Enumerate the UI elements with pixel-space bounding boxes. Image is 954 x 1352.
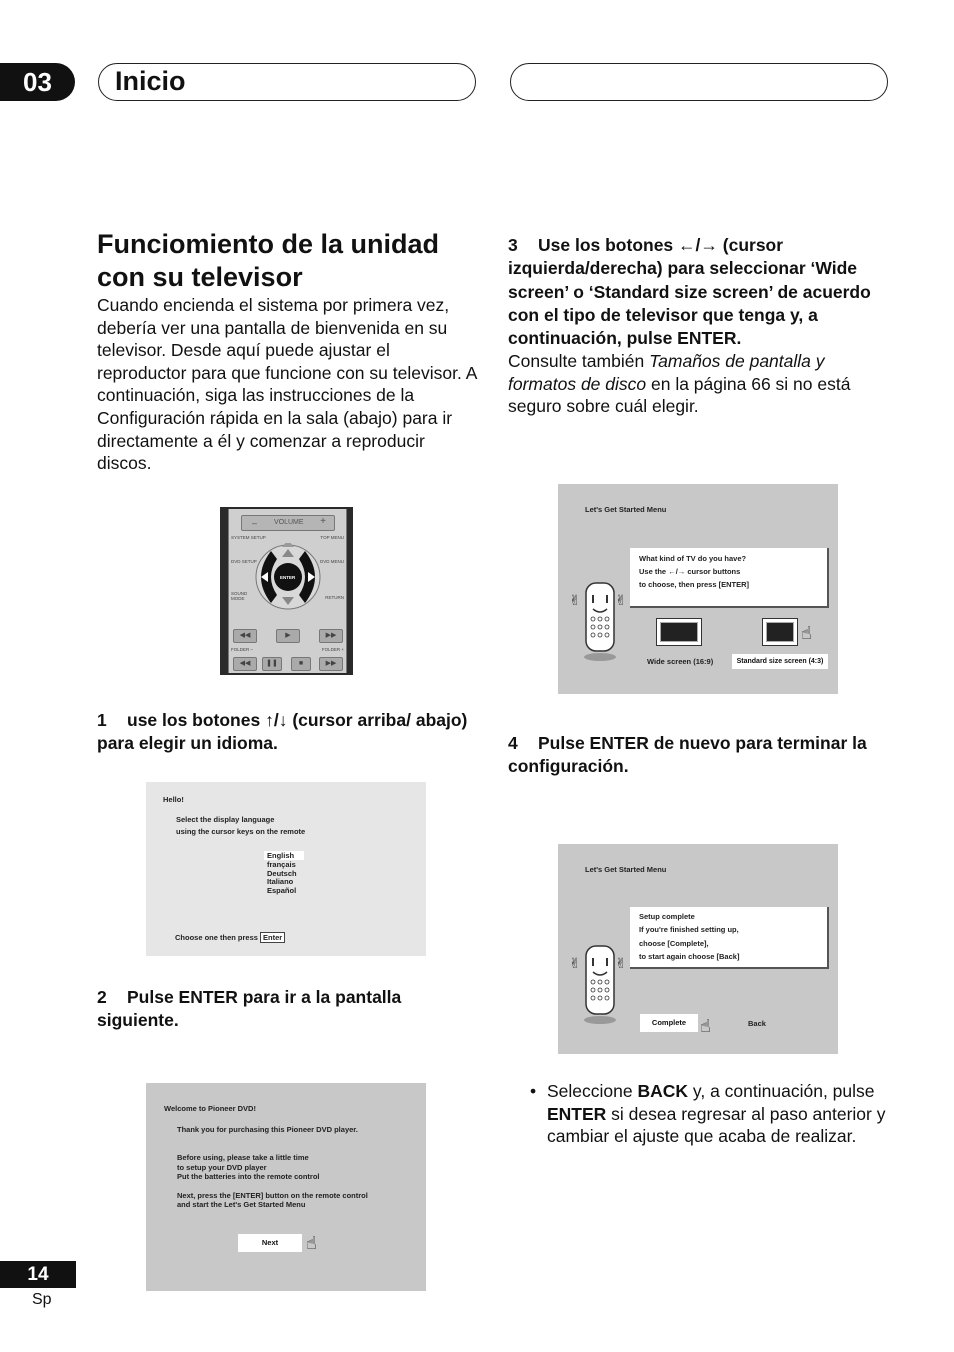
complete-line-4: to start again choose [Back] [639,952,740,961]
remote-control-illustration [220,507,353,675]
language-footer-text: Choose one then press [175,933,258,942]
tv-question-1: What kind of TV do you have? [639,554,747,563]
remote-mascot-icon [569,944,631,1026]
remote-mascot-icon [569,581,631,663]
back-note-bullet [530,1080,890,1148]
language-option[interactable]: Español [267,886,297,896]
step-2 [97,986,477,1033]
fast-forward-icon: ▶▶ [319,657,343,671]
rewind-icon: ◀◀ [233,657,257,671]
step-4-number: 4 [508,733,518,753]
tv-question-box [630,548,829,608]
section-heading [97,228,477,294]
welcome-p3: Put the batteries into the remote control [177,1172,320,1181]
bullet-text-e: si desea regresar al paso anterior y cambiar el ajuste que acaba de realizar. [547,1103,886,1147]
return-label: RETURN [325,595,344,600]
top-menu-label: TOP MENU [320,535,344,540]
svg-text:✌: ✌ [569,592,581,608]
svg-text:✌: ✌ [615,592,627,608]
svg-text:✌: ✌ [615,955,627,971]
welcome-p5: and start the Let's Get Started Menu [177,1200,306,1209]
tv-question-2 [639,567,740,576]
step-3-note-b: en la página 66 si no está seguro sobre cuál elegir. [508,373,851,417]
step-2-number: 2 [97,987,107,1007]
dvd-setup-label: DVD SETUP [231,559,257,564]
complete-line-2: If you're finished setting up, [639,925,739,934]
complete-line-1: Setup complete [639,912,695,921]
step-1-text-b: (cursor arriba/ abajo) para elegir un idioma. [97,710,468,754]
bullet-enter-key: ENTER [547,1103,607,1124]
language-screen [146,782,426,956]
step-3-note-a: Consulte también [508,351,650,371]
standard-screen-option[interactable]: Standard size screen (4:3) [732,654,828,669]
step-3-text-b: (cursor izquierda/derecha) para seleccionar ‘Wide screen’ o ‘Standard size screen’ de acuerdo con el tipo de televisor que tenga y, a continuación, pulse ENTER. [508,235,871,349]
step-3-note-ref: Tamaños de pantalla y formatos de disco [508,351,825,394]
step-1-text-a: use los botones [127,710,266,730]
stop-icon: ■ [291,657,311,671]
tv-question-2b: cursor buttons [685,567,741,576]
step-4 [508,732,894,779]
pointing-hand-icon: ☝ [700,1016,711,1036]
language-option[interactable]: Deutsch [267,868,297,878]
complete-button[interactable]: Complete [640,1014,698,1032]
volume-minus-icon: – [252,518,258,528]
volume-label: VOLUME [274,519,304,526]
section-title-line2: con su televisor [97,262,303,292]
folder-plus-label: FOLDER + [321,647,344,652]
step-2-text: Pulse ENTER para ir a la pantalla siguiente. [97,987,402,1031]
tv-question-3: to choose, then press [ENTER] [639,580,750,589]
hello-text: Hello! [163,795,184,804]
step-3-number: 3 [508,235,518,255]
complete-message-box [630,907,829,969]
bullet-back-key: BACK [637,1081,689,1101]
language-option[interactable]: English [267,851,295,860]
pointing-hand-icon: ☝ [801,623,812,643]
bullet-text-c: y, a continuación, pulse [688,1081,875,1101]
step-3-note [508,350,894,418]
svg-text:✌: ✌ [569,955,581,971]
folder-minus-label: FOLDER – [231,647,254,652]
welcome-screen [146,1083,426,1291]
step-3-text-a: Use los botones [538,235,679,255]
wide-tv-screen [660,622,698,642]
intro-paragraph: Cuando encienda el sistema por primera vez, debería ver una pantalla de bienvenida en su televisor. Desde aquí puede ajustar el reproductor para que funcione con su televisor. A continuación, siga las instrucciones de la Configuración rápida en la sala (abajo) para ir directamente a él y comenzar a reproducir discos. [97,295,477,474]
play-icon: ▶ [276,629,300,643]
tv-question-2a: Use the [639,567,669,576]
language-instruction-1: Select the display language [176,815,275,824]
skip-back-icon: ◀◀ [233,629,257,643]
enter-key-box: Enter [260,932,285,943]
language-list[interactable] [267,852,297,896]
tv-screen-title: Let's Get Started Menu [585,505,667,514]
language-option[interactable]: Italiano [267,877,294,887]
tv-type-screen [558,484,838,694]
left-right-arrows-icon: ←/→ [678,235,718,255]
welcome-p2: to setup your DVD player [177,1163,267,1172]
chapter-title: Inicio [115,66,186,96]
skip-forward-icon: ▶▶ [319,629,343,643]
step-1-number: 1 [97,710,107,730]
section-title-line1: Funciomiento de la unidad [97,229,440,259]
step-4-text: Pulse ENTER de nuevo para terminar la configuración. [508,733,867,777]
language-option[interactable]: français [267,859,296,869]
up-down-arrows-icon: ↑/↓ [265,710,288,730]
back-option[interactable]: Back [748,1019,766,1028]
language-footer [175,932,285,943]
enter-button-label: ENTER [280,575,296,580]
welcome-thanks: Thank you for purchasing this Pioneer DVD player. [177,1125,358,1134]
next-button[interactable]: Next [238,1234,302,1252]
language-instruction-2: using the cursor keys on the remote [176,827,306,836]
page-number: 14 [0,1261,76,1288]
volume-rocker [241,515,335,531]
volume-plus-icon: + [320,516,326,527]
complete-line-3: choose [Complete], [639,939,709,948]
step-1 [97,709,477,756]
bullet-dot: • [530,1081,537,1101]
wide-tv-frame[interactable] [656,618,702,646]
welcome-title: Welcome to Pioneer DVD! [164,1104,256,1113]
welcome-p4: Next, press the [ENTER] button on the remote control [177,1191,368,1200]
welcome-p1: Before using, please take a little time [177,1153,309,1162]
step-3 [508,234,894,350]
left-right-small-icon: ←/→ [668,567,686,576]
sound-mode-label: SOUND MODE [231,591,248,601]
wide-screen-option[interactable]: Wide screen (16:9) [647,657,714,666]
bullet-text-a: Seleccione [547,1081,638,1101]
standard-tv-frame[interactable] [762,618,798,646]
complete-screen-title: Let's Get Started Menu [585,865,667,874]
standard-tv-screen [766,622,794,642]
language-code: Sp [32,1291,52,1308]
pause-icon: ❚❚ [262,657,282,671]
header-empty-frame [510,63,888,101]
chapter-number: 03 [0,63,75,101]
system-setup-label: SYSTEM SETUP [231,535,266,540]
setup-complete-screen [558,844,838,1054]
dvd-menu-label: DVD MENU [319,559,344,564]
pointing-hand-icon: ☝ [306,1233,317,1253]
